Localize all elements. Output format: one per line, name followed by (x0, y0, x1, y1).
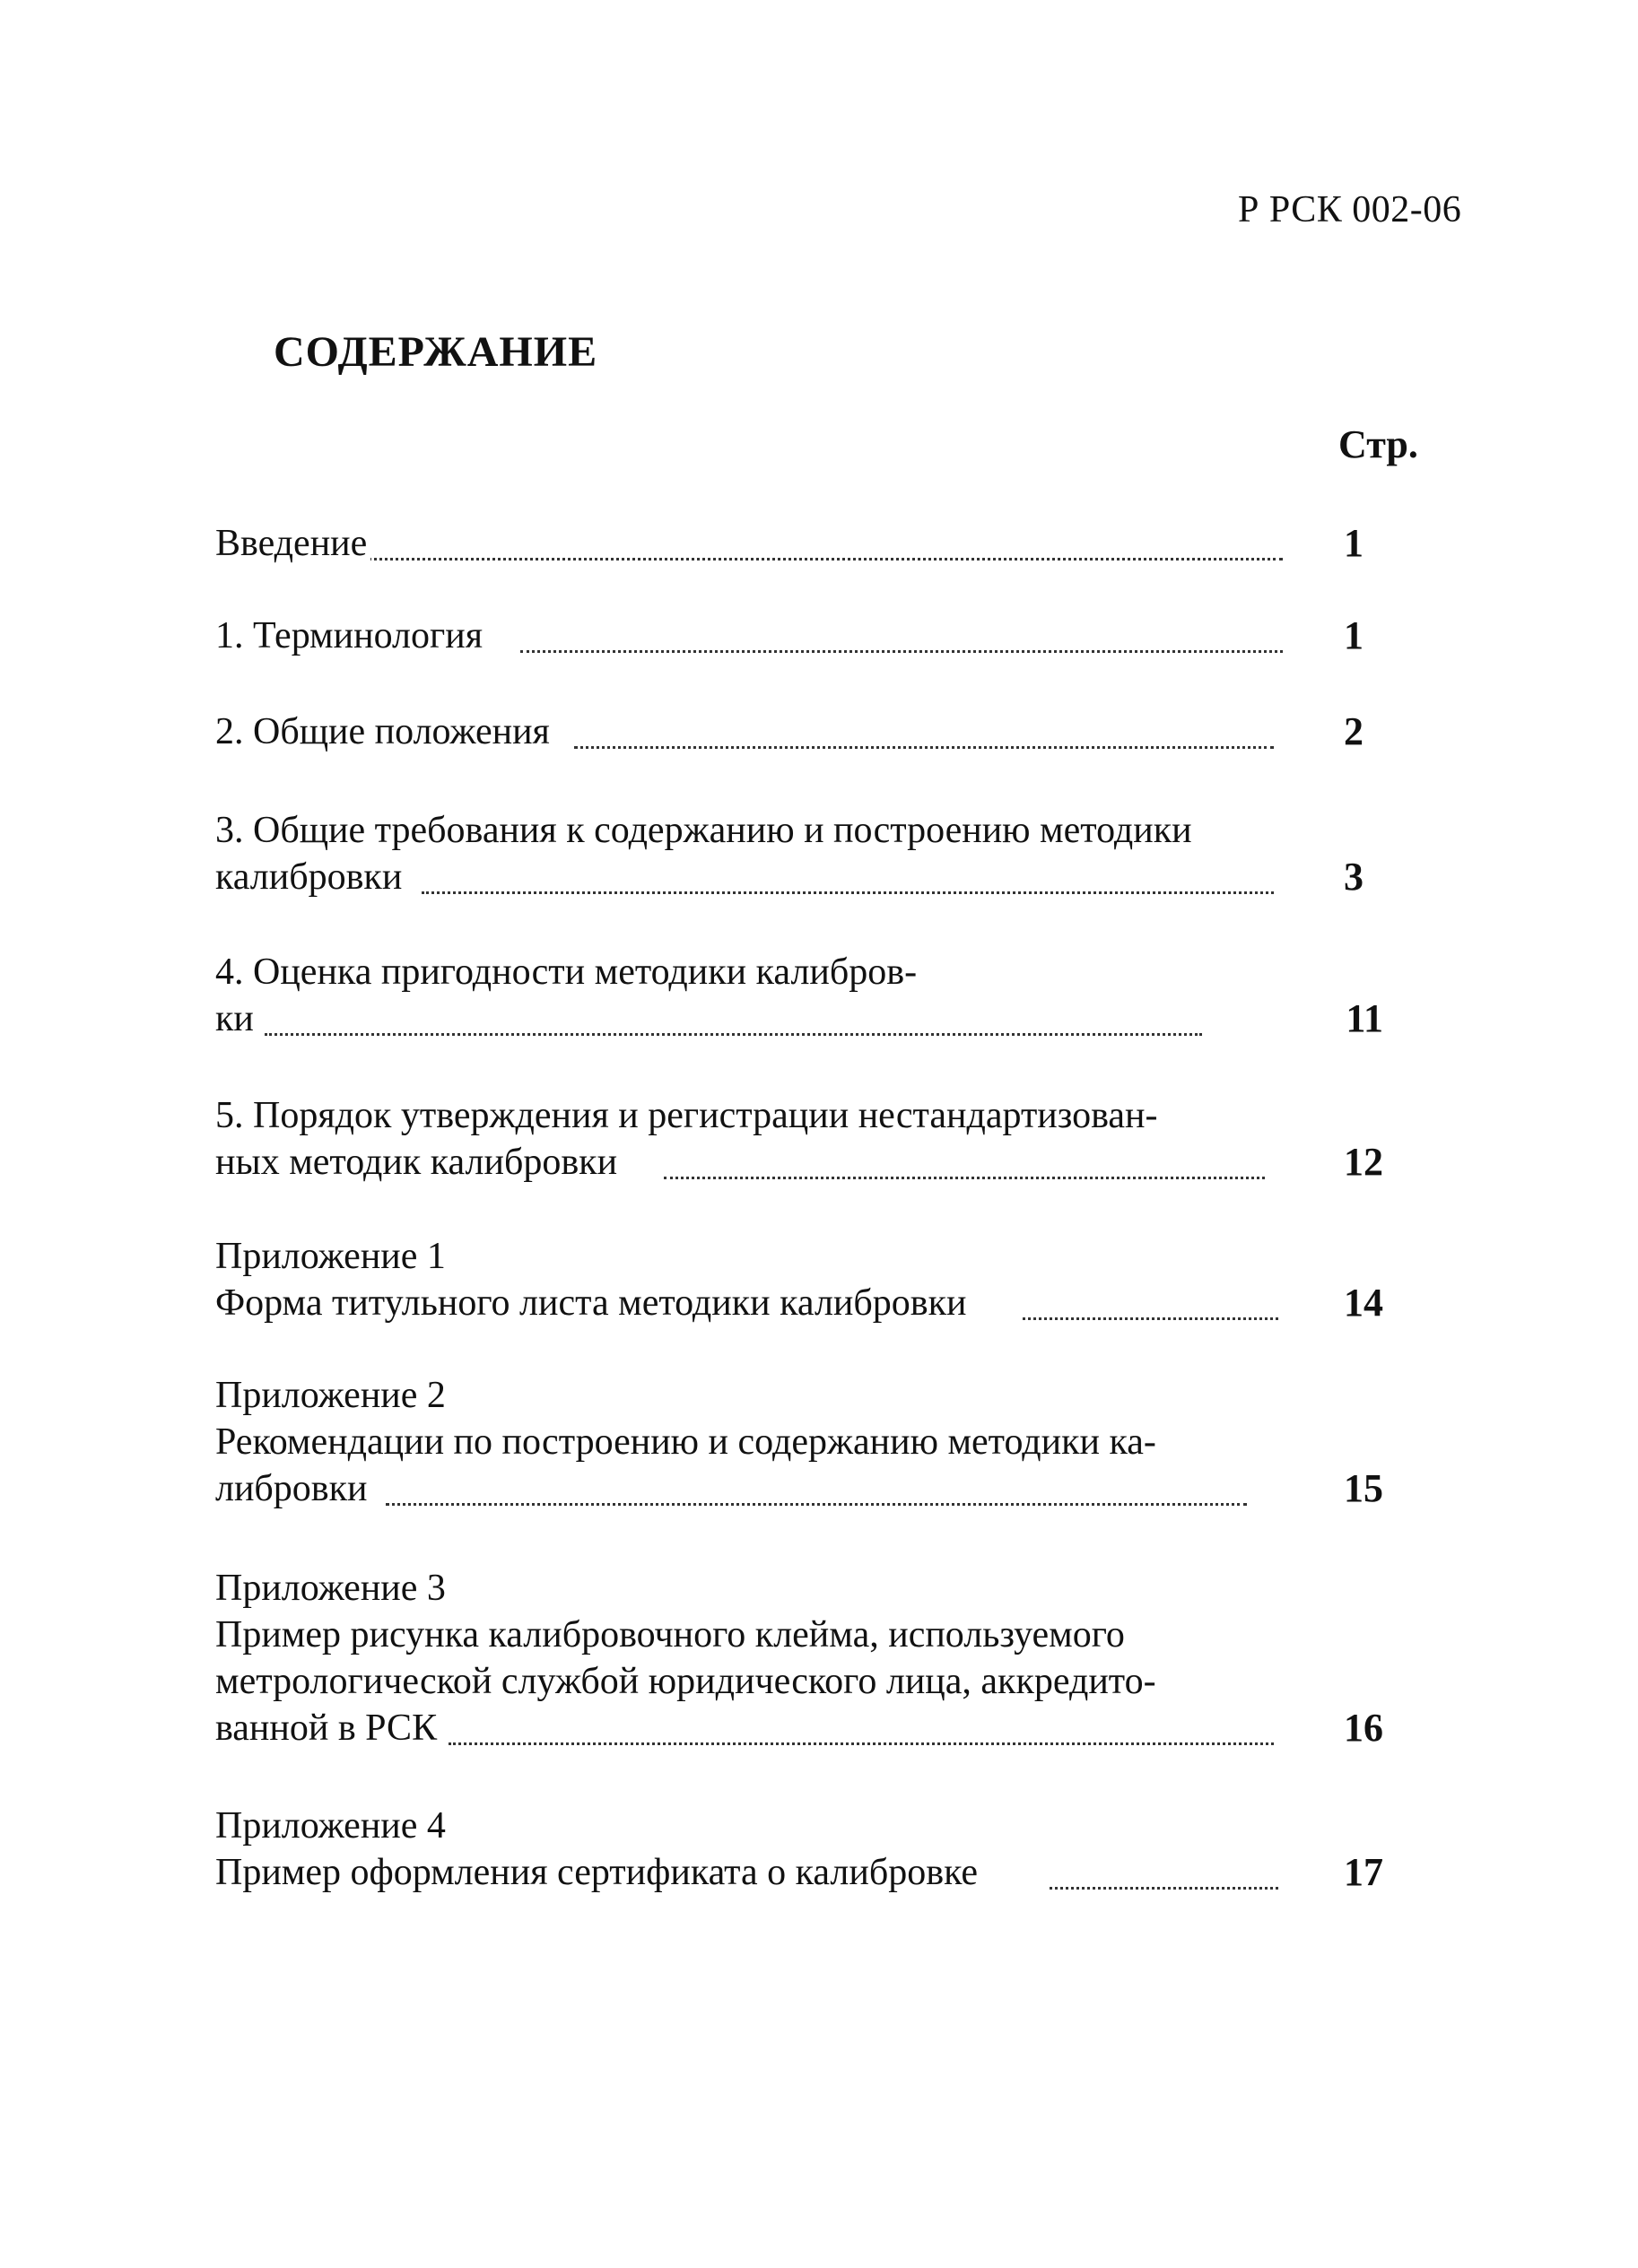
toc-entry-text: Форма титульного листа методики калибровки (215, 1280, 970, 1326)
toc-entry[interactable] (215, 949, 1471, 1042)
toc-page-number: 11 (1346, 996, 1383, 1040)
toc-entry-line (215, 520, 1471, 567)
toc-page-number: 3 (1344, 855, 1364, 899)
toc-entry-text: либровки (215, 1465, 371, 1512)
toc-page-number: 1 (1344, 521, 1364, 565)
page-column-header: Стр. (1338, 422, 1418, 466)
toc-entry-line (215, 1280, 1471, 1326)
toc-entry-line (215, 1612, 1471, 1658)
toc-page-number: 17 (1344, 1850, 1383, 1894)
toc-entry-text: Приложение 4 (215, 1803, 449, 1849)
toc-entry-line (215, 854, 1471, 900)
toc-entry-text: метрологической службой юридического лица, аккредито- (215, 1658, 1160, 1705)
toc-entry-text: 1. Терминология (215, 613, 486, 659)
toc-page-number: 12 (1344, 1140, 1383, 1184)
toc-page-number: 16 (1344, 1706, 1383, 1750)
toc-entry-line (215, 1465, 1471, 1512)
toc-entry-text: Приложение 3 (215, 1565, 449, 1612)
toc-entry-line (215, 613, 1471, 659)
toc-entry-line (215, 1849, 1471, 1896)
toc-entry-text: 3. Общие требования к содержанию и построению методики (215, 807, 1196, 854)
toc-entry-text: Пример оформления сертификата о калибровке (215, 1849, 981, 1896)
toc-entry-text: 4. Оценка пригодности методики калибров- (215, 949, 920, 995)
toc-entry[interactable] (215, 1092, 1471, 1186)
toc-entry-text: Приложение 1 (215, 1233, 449, 1280)
toc-entry[interactable] (215, 1372, 1471, 1512)
toc-entry-line (215, 1372, 1471, 1419)
toc-entry[interactable] (215, 1565, 1471, 1751)
toc-entry-text: Введение (215, 520, 370, 567)
toc-entry-text: Рекомендации по построению и содержанию методики ка- (215, 1419, 1160, 1465)
toc-page-number: 1 (1344, 613, 1364, 657)
toc-page-number: 14 (1344, 1281, 1383, 1325)
toc-page-number: 15 (1344, 1466, 1383, 1510)
toc-entry[interactable] (215, 520, 1471, 567)
toc-entry-text: ки (215, 995, 257, 1042)
toc-entry-line (215, 708, 1471, 755)
toc-entry-text: ных методик калибровки (215, 1139, 621, 1186)
toc-entry-text: Приложение 2 (215, 1372, 449, 1419)
toc-entry-line (215, 1705, 1471, 1751)
toc-entry[interactable] (215, 708, 1471, 755)
toc-entry-line (215, 995, 1471, 1042)
toc-entry-text: Пример рисунка калибровочного клейма, используемого (215, 1612, 1128, 1658)
toc-entry[interactable] (215, 807, 1471, 900)
toc-entry-text: ванной в РСК (215, 1705, 440, 1751)
page-title: СОДЕРЖАНИЕ (274, 328, 598, 376)
toc-entry[interactable] (215, 1233, 1471, 1326)
toc-entry-text: калибровки (215, 854, 405, 900)
toc-entry-text: 5. Порядок утверждения и регистрации нестандартизован- (215, 1092, 1162, 1139)
toc-entry-text: 2. Общие положения (215, 708, 553, 755)
toc-entry[interactable] (215, 613, 1471, 659)
toc-entry-line (215, 1233, 1471, 1280)
toc-page-number: 2 (1344, 709, 1364, 753)
document-code: Р РСК 002-06 (1238, 189, 1462, 230)
toc-entry-line (215, 1803, 1471, 1849)
toc-entry[interactable] (215, 1803, 1471, 1896)
toc-entry-line (215, 1139, 1471, 1186)
toc-entry-line (215, 1565, 1471, 1612)
table-of-contents (215, 0, 1471, 2268)
